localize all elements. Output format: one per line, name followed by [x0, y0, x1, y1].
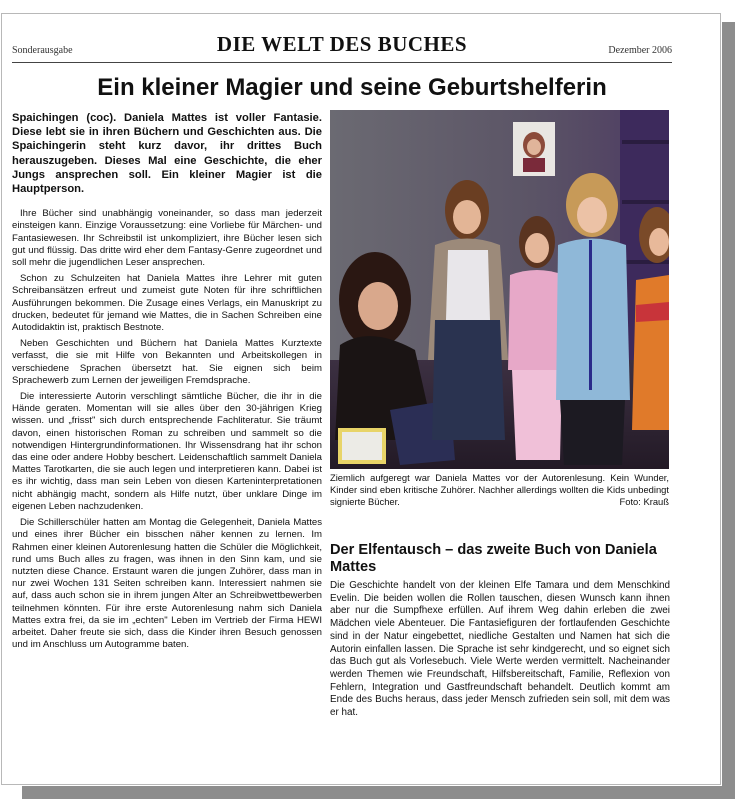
sidebar-text: Die Geschichte handelt von der kleinen Elfe Tamara und dem Menschkind Evelin. Die beiden wollen die Rollen tauschen, diesen Wunsch kann ihnen aber nur die Sumpfhexe erfüllen. Auf ihrem Weg dahin erleben die zwei Mädchen viele Abenteuer. Die Fantasiefiguren der fortlaufenden Geschichte sind in der Natur eingebettet, niedliche Gestalten und Namen hat sich die Autorin einfallen lassen. Die Sprache ist sehr kindgerecht, und so eignet sich das Buch gut als Vorlesebuch. Viele Werte werden vermittelt. Nacheinander werden Themen wie Freundschaft, Hilfsbereitschaft, Familie, Reflexion von Fehlern, Integration und Gastfreundschaft behandelt. Deutlich kommt am Ende des Buchs heraus, dass jeder Mensch zufrieden sein soll, mit dem was er hat. — [330, 580, 670, 719]
photo-illustration — [330, 110, 669, 469]
edition-label: Sonderausgabe — [12, 45, 73, 56]
article-paragraph: Schon zu Schulzeiten hat Daniela Mattes ihre Lehrer mit guten Schreibansätzen erfreut und zumeist gute Noten für ihre schriftlichen Ausführungen bekommen. Die Zusage eines Verlags, ein Manuskript zu drucken, bedeutet für jemand wie Mattes, die in Sachen Schreiben eine Autodidaktin ist, praktisch Bestnote. — [12, 273, 322, 334]
newspaper-page — [1, 13, 721, 785]
article-paragraph: Die Schillerschüler hatten am Montag die Gelegenheit, Daniela Mattes und eines ihrer Bücher ein bisschen näher kennen zu lernen. Im Rahmen einer kleinen Autorenlesung hatten die Schüler die Möglichkeit, rund ums Buch alles zu fragen, was ihnen in den Sinn kam, und sie nutzten diese Chance. Erstaunt waren die jungen Zuhörer, dass man in nur zwei Wochen 131 Seiten schreiben kann. Interessiert nahmen sie auf, dass auch schon sie in ihrem jungen Alter an Schreibwettbewerben teilnehmen könnten. Für ihre erste Autorenlesung nahm sich Daniela Mattes extra frei, da sie im „echten" Leben im Vertrieb der Firma HEWI arbeitet. Daher freute sie sich, dass die Kinder ihren Besuch genossen und im Anschluss um Autogramme baten. — [12, 517, 322, 651]
masthead — [12, 32, 672, 60]
paper-title: DIE WELT DES BUCHES — [216, 32, 468, 56]
sidebar-article — [330, 542, 670, 772]
photo-caption — [330, 472, 669, 509]
article-paragraph: Neben Geschichten und Büchern hat Daniela Mattes Kurztexte verfasst, die sie mit Hilfe von Bekannten und Arbeitskollegen in verschiedene Sprachen übersetzt hat. Sie eignen sich beim Sprachewerb zum Lernen der jeweiligen Fremdsprache. — [12, 338, 322, 386]
article-paragraph: Die interessierte Autorin verschlingt sämtliche Bücher, die ihr in die Hände geraten. Momentan will sie alles über den 30-jährigen Krieg wissen. und „frisst" sich durch entsprechende Fachliteratur. Sie träumt davon, einen historischen Roman zu schreiben und sammelt so die notwendigen Hintergrundinformationen. Ihr Wissensdrang hat ihr schon das eine oder andere Hobby beschert. Leidenschaftlich sammelt Daniela Mattes Tarotkarten, die sie auch legen und interpretieren kann. Dabei ist es ihr wichtig, dass man sein Leben von diesen Karteninterpretationen nicht abhängig macht, sondern als Hilfe nutzt, über unklare Dinge im eigenen Leben nachzudenken. — [12, 391, 322, 512]
article-headline: Ein kleiner Magier und seine Geburtshelferin — [97, 74, 607, 101]
page-shadow-bottom — [22, 786, 735, 799]
masthead-rule — [12, 62, 672, 63]
sidebar-headline: Der Elfentausch – das zweite Buch von Daniela Mattes — [330, 542, 657, 575]
issue-date: Dezember 2006 — [608, 45, 672, 56]
article-photo — [330, 110, 669, 469]
article-paragraph: Ihre Bücher sind unabhängig voneinander, so dass man jederzeit einsteigen kann. Einzige Voraussetzung: eine Vorliebe für Märchen- und Fantasiewesen. Ihr Schreibstil ist unkompliziert, ihre Bücher lesen sich gut und flüssig. Das dritte wird eher dem Fantasy-Genre zugeordnet und soll mehr die jugendlichen Leser ansprechen. — [12, 208, 322, 269]
page-shadow-right — [722, 22, 735, 794]
article-left-column — [12, 111, 322, 761]
article-lead: Spaichingen (coc). Daniela Mattes ist voller Fantasie. Diese lebt sie in ihren Büchern und Geschichten aus. Die Spaichingerin steht kurz davor, ihr drittes Buch herauszugeben. Dieses Mal eine Geschichte, die eher Jungs ansprechen soll. Ein kleiner Magier ist die Hauptperson. — [12, 112, 322, 196]
photo-credit: Foto: Krauß — [619, 496, 669, 508]
photo-caption-text: Ziemlich aufgeregt war Daniela Mattes vor der Autorenlesung. Kein Wunder, Kinder sind eben kritische Zuhörer. Nachher allerdings wollten die Kids unbedingt signierte Bücher. — [330, 472, 669, 508]
